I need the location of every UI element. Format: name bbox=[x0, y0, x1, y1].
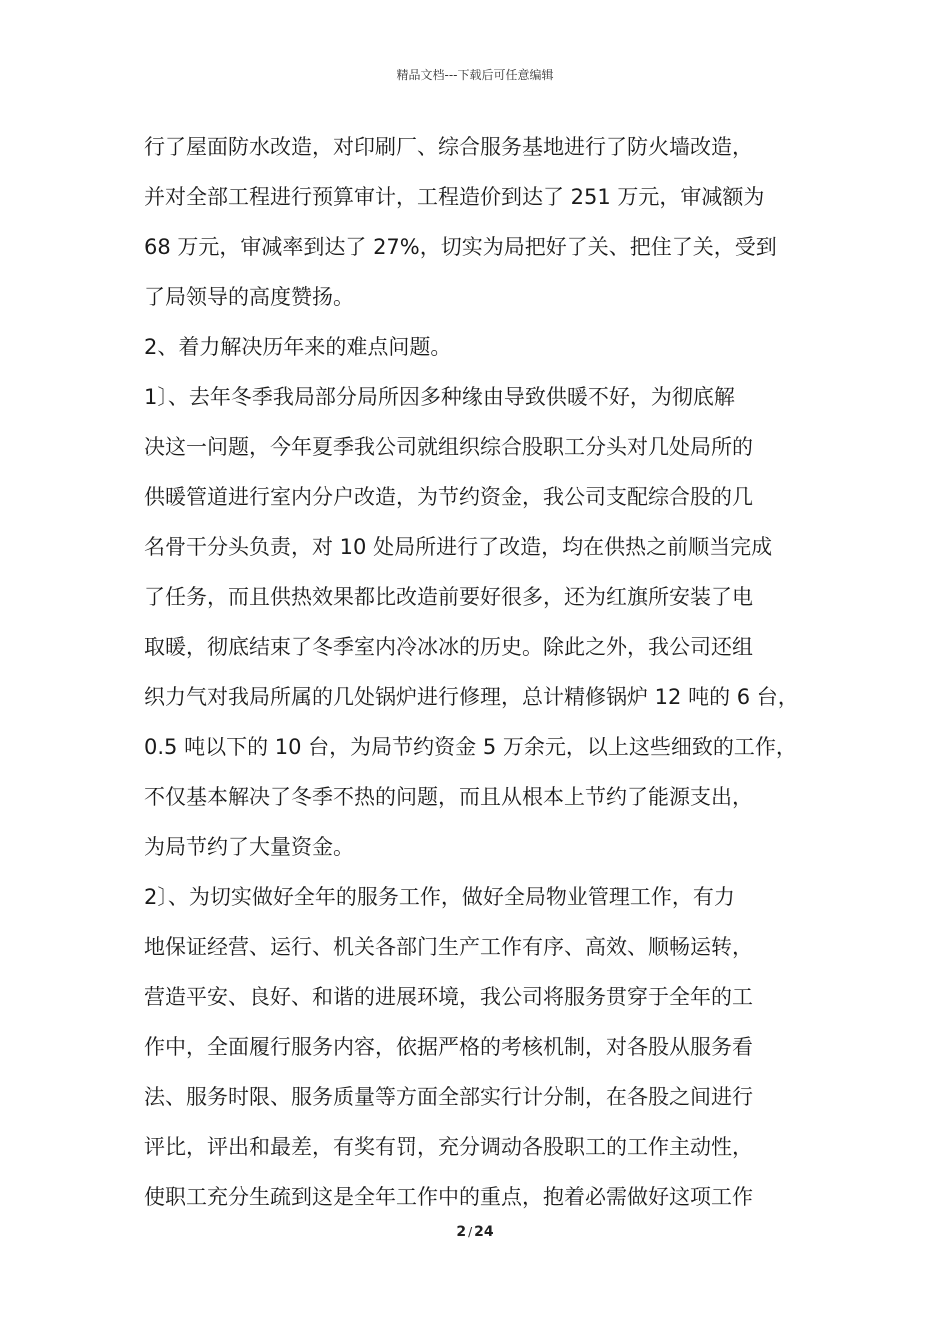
text-line: 0.5 吨以下的 10 台，为局节约资金 5 万余元，以上这些细致的工作， bbox=[144, 735, 797, 759]
text-line: 1〕、去年冬季我局部分局所因多种缘由导致供暖不好，为彻底解 bbox=[144, 385, 735, 409]
page-number bbox=[0, 1224, 950, 1240]
page-current: 2 bbox=[456, 1224, 467, 1240]
text-line: 了局领导的高度赞扬。 bbox=[144, 285, 354, 309]
text-line: 营造平安、良好、和谐的进展环境，我公司将服务贯穿于全年的工 bbox=[144, 985, 753, 1009]
text-line: 名骨干分头负责，对 10 处局所进行了改造，均在供热之前顺当完成 bbox=[144, 535, 773, 559]
body-text bbox=[144, 122, 816, 1222]
page-header: 精品文档---下载后可任意编辑 bbox=[396, 68, 554, 82]
text-line: 法、服务时限、服务质量等方面全部实行计分制，在各股之间进行 bbox=[144, 1085, 753, 1109]
text-line: 使职工充分生疏到这是全年工作中的重点，抱着必需做好这项工作 bbox=[144, 1185, 753, 1209]
text-line: 织力气对我局所属的几处锅炉进行修理，总计精修锅炉 12 吨的 6 台， bbox=[144, 685, 799, 709]
text-line: 决这一问题，今年夏季我公司就组织综合股职工分头对几处局所的 bbox=[144, 435, 753, 459]
page-total: 24 bbox=[474, 1224, 494, 1240]
text-line: 取暖，彻底结束了冬季室内冷冰冰的历史。除此之外，我公司还组 bbox=[144, 635, 753, 659]
text-line: 评比，评出和最差，有奖有罚，充分调动各股职工的工作主动性， bbox=[144, 1135, 753, 1159]
text-line: 68 万元，审减率到达了 27%，切实为局把好了关、把住了关，受到 bbox=[144, 235, 777, 259]
text-line: 不仅基本解决了冬季不热的问题，而且从根本上节约了能源支出， bbox=[144, 785, 753, 809]
section-heading: 2、着力解决历年来的难点问题。 bbox=[144, 335, 452, 359]
text-line: 行了屋面防水改造，对印刷厂、综合服务基地进行了防火墙改造， bbox=[144, 135, 753, 159]
text-line: 为局节约了大量资金。 bbox=[144, 835, 354, 859]
text-line: 2〕、为切实做好全年的服务工作，做好全局物业管理工作，有力 bbox=[144, 885, 735, 909]
text-line: 作中，全面履行服务内容，依据严格的考核机制，对各股从服务看 bbox=[144, 1035, 753, 1059]
text-line: 供暖管道进行室内分户改造，为节约资金，我公司支配综合股的几 bbox=[144, 485, 753, 509]
text-line: 了任务，而且供热效果都比改造前要好很多，还为红旗所安装了电 bbox=[144, 585, 753, 609]
text-line: 地保证经营、运行、机关各部门生产工作有序、高效、顺畅运转， bbox=[144, 935, 753, 959]
page-separator: / bbox=[468, 1225, 473, 1239]
text-line: 并对全部工程进行预算审计，工程造价到达了 251 万元，审减额为 bbox=[144, 185, 765, 209]
